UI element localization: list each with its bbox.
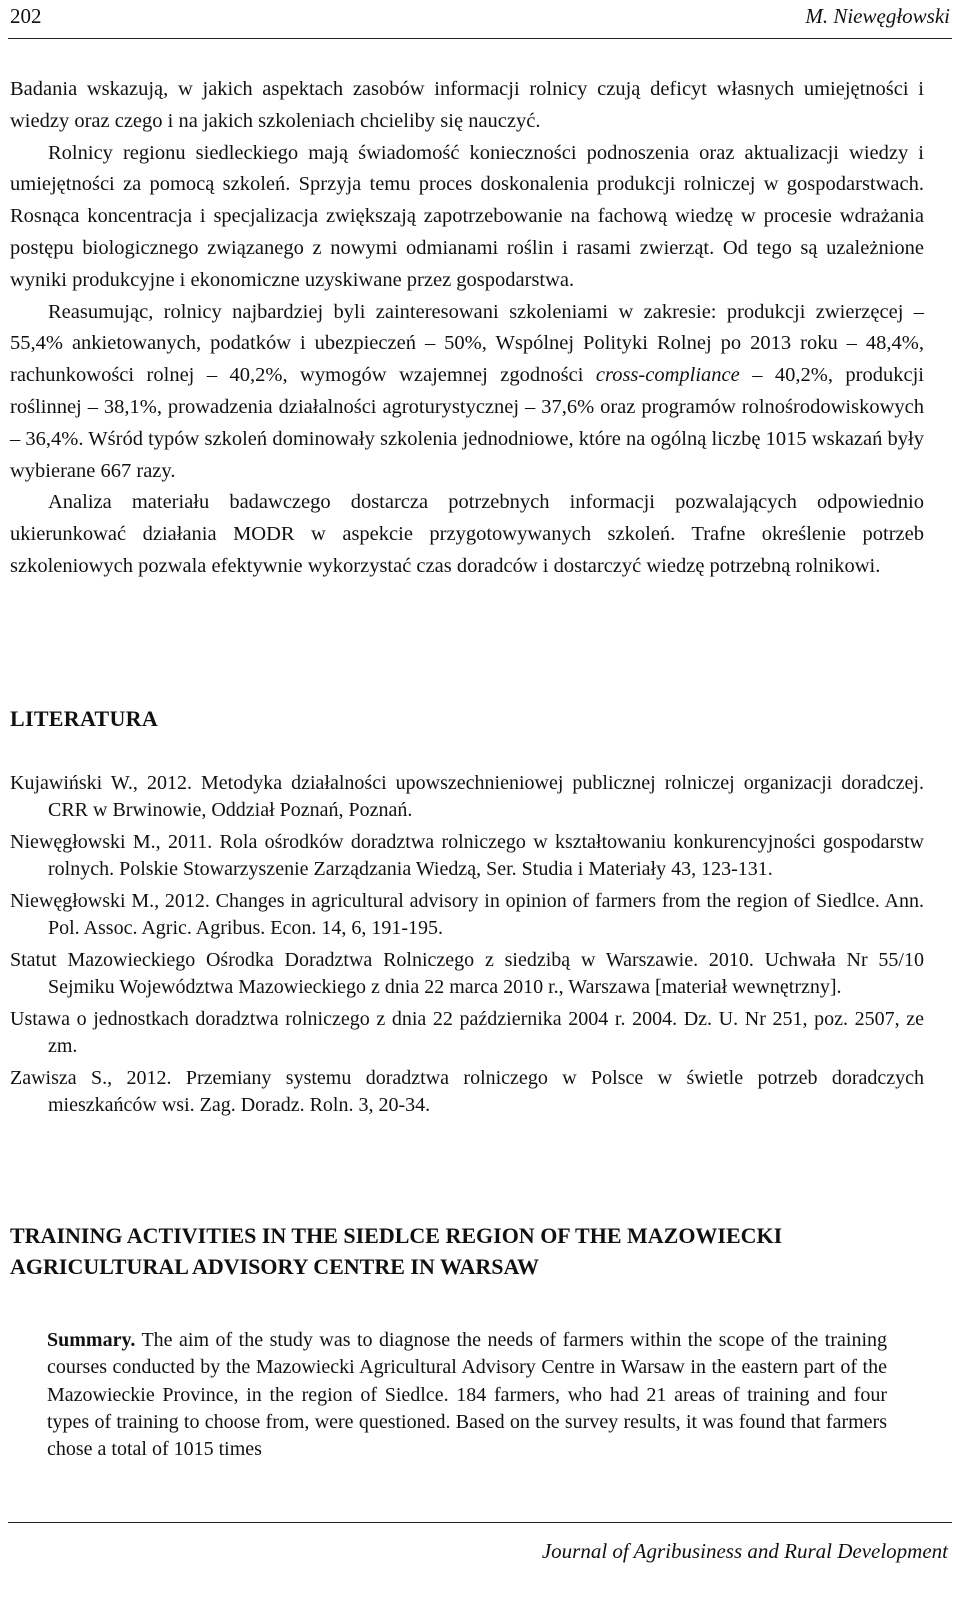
body-text <box>10 74 924 583</box>
page-number: 202 <box>10 4 42 28</box>
reference-list <box>10 770 924 1124</box>
literature-heading: LITERATURA <box>10 706 159 731</box>
page-header <box>8 0 952 39</box>
footer-rule <box>8 1522 952 1525</box>
english-title <box>10 1220 930 1282</box>
paragraph-2: Rolnicy regionu siedleckiego mają świadomość konieczności podnoszenia oraz aktualizacji wiedzy i umiejętności za pomocą szkoleń. Sprzyja temu proces doskonalenia produkcji rolniczej w gospodarstwach. Rosnąca koncentracja i specjalizacja zwiększają zapotrzebowanie na fachową wiedzę w procesie wdrażania postępu biologicznego związanego z nowymi odmianami roślin i rasami zwierząt. Od tego są uzależnione wyniki produkcyjne i ekonomiczne uzyskiwane przez gospodarstwa. <box>10 141 924 291</box>
reference-item: Zawisza S., 2012. Przemiany systemu doradztwa rolniczego w Polsce w świetle potrzeb doradczych mieszkańców wsi. Zag. Doradz. Roln. 3, 20-34. <box>10 1067 924 1117</box>
paragraph-1: Badania wskazują, w jakich aspektach zasobów informacji rolnicy czują deficyt własnych umiejętności i wiedzy oraz czego i na jakich szkoleniach chcieliby się nauczyć. <box>10 78 924 132</box>
summary-text: The aim of the study was to diagnose the needs of farmers within the scope of the training courses conducted by the Mazowiecki Agricultural Advisory Centre in Warsaw in the eastern part of the Mazowieckie Province, in the region of Siedlce. 184 farmers, who had 21 areas of training and four types of training to choose from, were questioned. Based on the survey results, it was found that farmers chose a total of 1015 times <box>47 1329 887 1461</box>
paragraph-4: Analiza materiału badawczego dostarcza potrzebnych informacji pozwalających odpowiednio ukierunkować działania MODR w aspekcie przygotowywanych szkoleń. Trafne określenie potrzeb szkoleniowych pozwala efektywnie wykorzystać czas doradców i dostarczyć wiedzę potrzebną rolnikowi. <box>10 491 924 577</box>
english-title-line-1: TRAINING ACTIVITIES IN THE SIEDLCE REGION OF THE MAZOWIECKI <box>10 1223 783 1248</box>
paragraph-3-part-a: Reasumując, rolnicy najbardziej byli zainteresowani szkoleniami w zakresie: produkcji zwierzęcej – 55,4% ankietowanych, podatków i ubezpieczeń – 50%, Wspólnej Polityki Rolnej po 2013 roku – 48,4%, rachunkowości rolnej – 40,2%, wymogów wzajemnej zgodności <box>10 300 924 387</box>
running-title: M. Niewęgłowski <box>805 4 950 28</box>
paragraph-3-part-b: – 40,2%, produkcji roślinnej – 38,1%, prowadzenia działalności agroturystycznej – 37,6% oraz programów rolnośrodowiskowych – 36,4%. Wśród typów szkoleń dominowały szkolenia jednodniowe, które na ogólną liczbę 1015 wskazań były wybierane 667 razy. <box>10 364 924 482</box>
reference-item: Ustawa o jednostkach doradztwa rolniczego z dnia 22 października 2004 r. 2004. Dz. U. Nr 251, poz. 2507, ze zm. <box>10 1008 924 1058</box>
english-title-line-2: AGRICULTURAL ADVISORY CENTRE IN WARSAW <box>10 1254 539 1279</box>
reference-item: Niewęgłowski M., 2011. Rola ośrodków doradztwa rolniczego w kształtowaniu konkurencyjności gospodarstw rolnych. Polskie Stowarzyszenie Zarządzania Wiedzą, Ser. Studia i Materiały 43, 123-131. <box>10 831 924 881</box>
journal-name: Journal of Agribusiness and Rural Development <box>541 1539 948 1563</box>
reference-item: Kujawiński W., 2012. Metodyka działalności upowszechnieniowej publicznej rolniczej organizacji doradczej. CRR w Brwinowie, Oddział Poznań, Poznań. <box>10 772 924 822</box>
reference-item: Niewęgłowski M., 2012. Changes in agricultural advisory in opinion of farmers from the region of Siedlce. Ann. Pol. Assoc. Agric. Agribus. Econ. 14, 6, 191-195. <box>10 890 924 940</box>
paragraph-3 <box>10 297 924 488</box>
english-summary <box>47 1327 887 1463</box>
paragraph-3-italic-term: cross-compliance <box>595 364 740 387</box>
summary-lead: Summary. <box>47 1329 136 1351</box>
reference-item: Statut Mazowieckiego Ośrodka Doradztwa Rolniczego z siedzibą w Warszawie. 2010. Uchwała Nr 55/10 Sejmiku Województwa Mazowieckiego z dnia 22 marca 2010 r., Warszawa [materiał wewnętrzny]. <box>10 949 924 999</box>
